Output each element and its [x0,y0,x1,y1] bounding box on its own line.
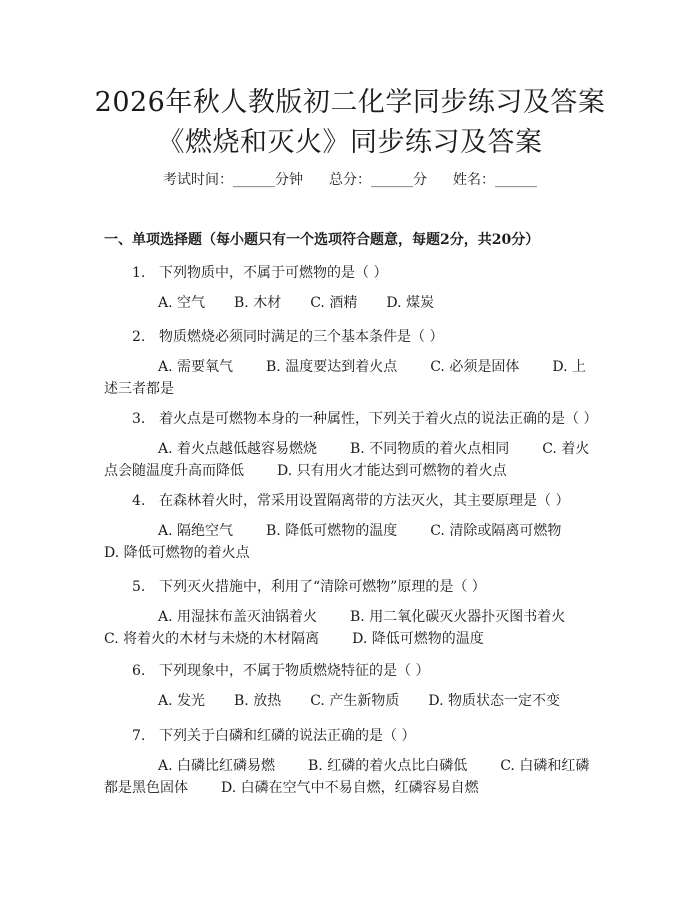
option-d: D. 上 [552,359,586,375]
option-c: C. 必须是固体 [430,359,520,375]
section-heading: 一、单项选择题（每小题只有一个选项符合题意，每题2分，共20分） [104,232,540,248]
option-d: D. 降低可燃物的着火点 [104,545,250,561]
question-1 [132,262,387,282]
option-d: D. 只有用火才能达到可燃物的着火点 [277,463,507,479]
page-title: 2026年秋人教版初二化学同步练习及答案 [94,87,606,118]
question-number: 6. [132,663,146,679]
option-b: B. 温度要达到着火点 [266,359,398,375]
question-text: 下列关于白磷和红磷的说法正确的是（ ） [159,728,416,744]
option-a: A. 空气 [158,295,206,311]
question-4 [132,490,569,510]
option-a: A. 着火点越低越容易燃烧 [158,441,318,457]
question-number: 4. [132,493,146,509]
question-number: 1. [132,265,146,281]
question-text: 在森林着火时，常采用设置隔离带的方法灭火，其主要原理是（ ） [159,493,570,509]
option-b: B. 红磷的着火点比白磷低 [308,758,468,774]
question-number: 7. [132,728,146,744]
question-3 [132,408,597,428]
option-c-continued: 都是黑色固体 [104,780,188,796]
option-c: C. 产生新物质 [310,693,400,709]
option-d: D. 降低可燃物的温度 [352,631,484,647]
question-text: 着火点是可燃物本身的一种属性，下列关于着火点的说法正确的是（ ） [159,411,598,427]
question-3-options [104,438,594,482]
question-6 [132,660,429,680]
question-text: 下列现象中，不属于物质燃烧特征的是（ ） [159,663,430,679]
option-c: C. 将着火的木材与未烧的木材隔离 [104,631,320,647]
option-c: C. 酒精 [310,295,358,311]
question-2 [132,326,443,346]
exam-score: 总分：______分 [329,172,427,188]
option-b: B. 降低可燃物的温度 [266,523,398,539]
exam-time: 考试时间：______分钟 [163,172,303,188]
question-6-options [104,690,594,712]
question-number: 5. [132,579,146,595]
question-4-options [104,520,594,564]
exam-meta [0,169,700,189]
option-b: B. 木材 [234,295,282,311]
question-7 [132,725,415,745]
option-c: C. 白磷和红磷 [500,758,590,774]
option-b: B. 用二氧化碳灭火器扑灭图书着火 [350,609,566,625]
option-c: C. 清除或隔离可燃物 [430,523,562,539]
option-a: A. 发光 [158,693,206,709]
option-b: B. 放热 [234,693,282,709]
question-1-options [104,292,594,314]
question-text: 物质燃烧必须同时满足的三个基本条件是（ ） [159,329,444,345]
student-name: 姓名：______ [453,172,537,188]
question-text: 下列物质中，不属于可燃物的是（ ） [159,265,388,281]
option-c-continued: 点会随温度升高而降低 [104,463,244,479]
option-d: D. 白磷在空气中不易自燃，红磷容易自燃 [221,780,479,796]
question-5-options [104,606,594,650]
question-2-options [104,356,594,400]
question-number: 2. [132,329,146,345]
option-c: C. 着火 [542,441,590,457]
option-d: D. 物质状态一定不变 [428,693,560,709]
option-a: A. 隔绝空气 [158,523,234,539]
option-a: A. 需要氧气 [158,359,234,375]
option-d-continued: 述三者都是 [104,381,174,397]
question-number: 3. [132,411,146,427]
question-5 [132,576,486,596]
option-a: A. 白磷比红磷易燃 [158,758,276,774]
option-a: A. 用湿抹布盖灭油锅着火 [158,609,318,625]
question-text: 下列灭火措施中，利用了“清除可燃物”原理的是（ ） [159,579,486,595]
option-b: B. 不同物质的着火点相同 [350,441,510,457]
question-7-options [104,755,594,799]
option-d: D. 煤炭 [386,295,434,311]
page-subtitle: 《燃烧和灭火》同步练习及答案 [157,127,543,158]
